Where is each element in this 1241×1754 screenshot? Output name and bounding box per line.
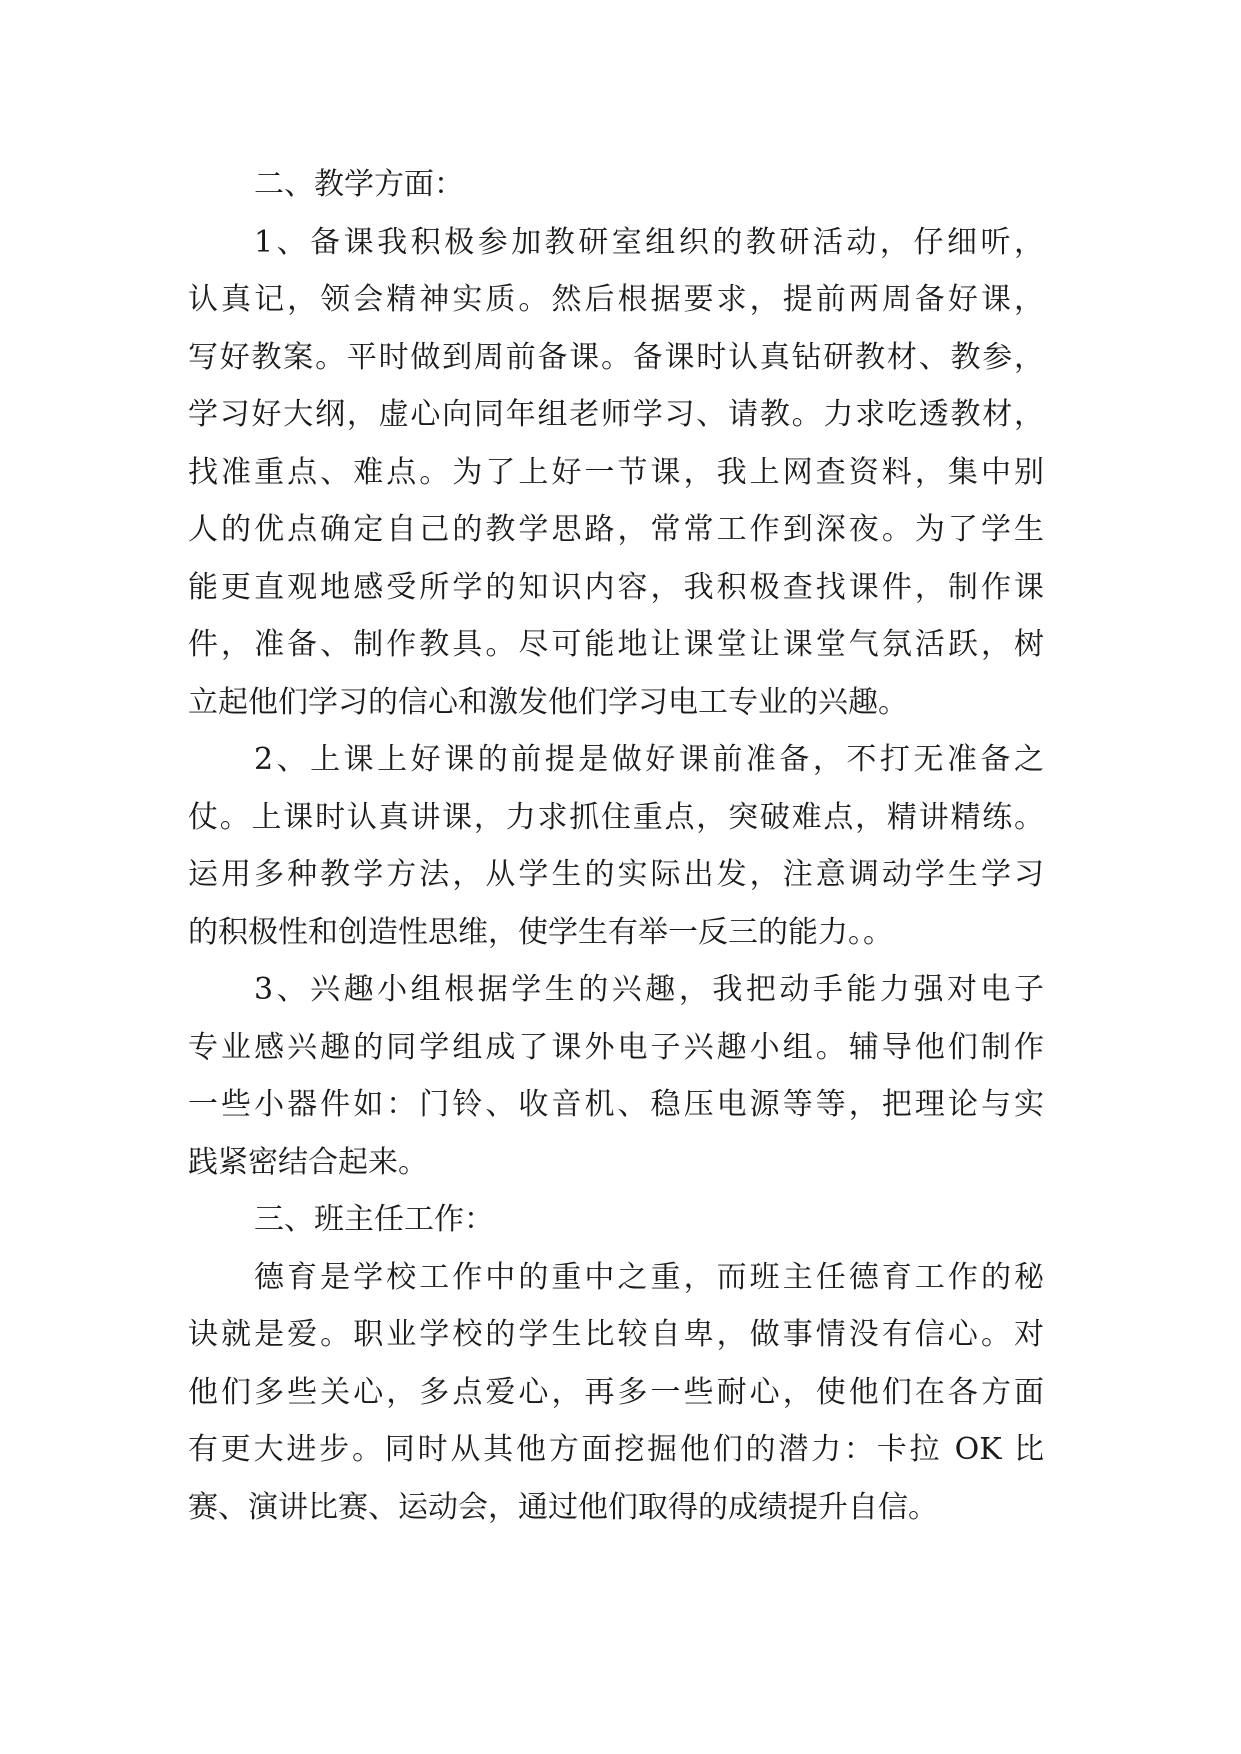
paragraph-line: 有更大进步。同时从其他方面挖掘他们的潜力：卡拉 OK 比 [188,1432,1044,1467]
paragraph-interest-group [188,961,1044,1191]
section-heading-class-teacher [188,1191,1044,1249]
paragraph-line: 人的优点确定自己的教学思路，常常工作到深夜。为了学生 [188,512,1044,547]
paragraph-moral-education [188,1249,1044,1537]
paragraph-lesson-prep [188,214,1044,732]
paragraph-line: 践紧密结合起来。 [188,1144,428,1180]
paragraph-line: 诀就是爱。职业学校的学生比较自卑，做事情没有信心。对 [188,1317,1044,1352]
paragraph-teaching-class [188,731,1044,961]
paragraph-line: 一些小器件如：门铃、收音机、稳压电源等等，把理论与实 [188,1087,1044,1122]
paragraph-line: 赛、演讲比赛、运动会，通过他们取得的成绩提升自信。 [188,1489,938,1525]
heading-line: 二、教学方面： [254,167,464,202]
paragraph-line: 找准重点、难点。为了上好一节课，我上网查资料，集中别 [188,454,1044,490]
paragraph-line: 写好教案。平时做到周前备课。备课时认真钻研教材、教参， [188,339,1044,375]
paragraph-line: 3、兴趣小组根据学生的兴趣，我把动手能力强对电子 [254,972,1044,1007]
paragraph-line: 1、备课我积极参加教研室组织的教研活动，仔细听， [254,224,1044,260]
paragraph-line: 运用多种教学方法，从学生的实际出发，注意调动学生学习 [188,857,1044,892]
section-heading-teaching [188,156,1044,214]
paragraph-line: 的积极性和创造性思维，使学生有举一反三的能力。。 [188,914,893,950]
paragraph-line: 能更直观地感受所学的知识内容，我积极查找课件，制作课 [188,569,1044,605]
paragraph-line: 他们多些关心，多点爱心，再多一些耐心，使他们在各方面 [188,1374,1044,1410]
paragraph-line: 德育是学校工作中的重中之重，而班主任德育工作的秘 [254,1259,1044,1295]
heading-line: 三、班主任工作： [254,1202,494,1237]
document-body [188,156,1044,1536]
paragraph-line: 立起他们学习的信心和激发他们学习电工专业的兴趣。 [188,684,908,720]
paragraph-line: 仗。上课时认真讲课，力求抓住重点，突破难点，精讲精练。 [188,799,1044,835]
paragraph-line: 专业感兴趣的同学组成了课外电子兴趣小组。辅导他们制作 [188,1029,1044,1065]
paragraph-line: 件，准备、制作教具。尽可能地让课堂让课堂气氛活跃，树 [188,627,1044,662]
paragraph-line: 学习好大纲，虚心向同年组老师学习、请教。力求吃透教材， [188,397,1044,432]
paragraph-line: 认真记，领会精神实质。然后根据要求，提前两周备好课， [188,282,1044,317]
paragraph-line: 2、上课上好课的前提是做好课前准备，不打无准备之 [254,742,1044,777]
